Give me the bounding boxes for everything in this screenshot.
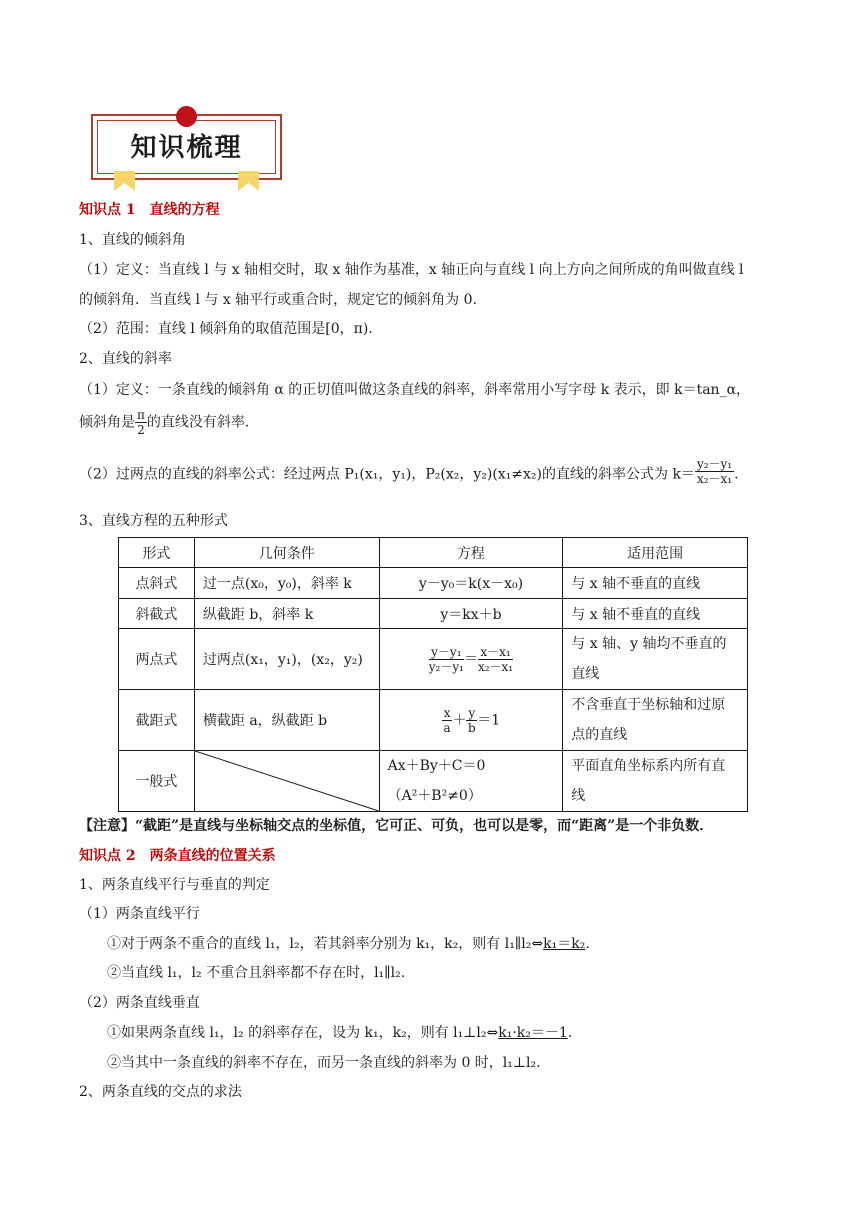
- text-segment: ①对于两条不重合的直线 l₁，l₂，若其斜率分别为 k₁，k₂，则有 l₁∥l₂⇔: [107, 936, 544, 952]
- table-header-cell: 几何条件: [194, 538, 379, 568]
- fraction-numerator: y: [468, 705, 476, 720]
- fraction-numerator: π: [137, 408, 145, 422]
- form-condition-empty: [194, 751, 379, 812]
- form-name: 斜截式: [119, 599, 195, 629]
- form-range: 与 x 轴不垂直的直线: [563, 599, 748, 629]
- rule-parallel-1: [107, 933, 590, 953]
- badge-title: 知识梳理: [130, 133, 243, 163]
- table-row: [119, 599, 748, 629]
- diagonal-slash: [195, 751, 379, 811]
- sub-perpendicular: （2）两条直线垂直: [79, 995, 200, 1011]
- rule-perpendicular-1: [107, 1022, 572, 1042]
- equation-line: Ax＋By＋C＝0: [387, 758, 486, 774]
- fraction-denominator: 2: [137, 423, 145, 437]
- form-name: 点斜式: [119, 568, 195, 599]
- fraction-numerator: x: [443, 705, 451, 720]
- badge-pin-icon: [176, 106, 197, 127]
- heading-parallel-perpendicular: 1、两条直线平行与垂直的判定: [79, 877, 270, 893]
- fraction-denominator: a: [443, 720, 451, 735]
- text-segment: 倾斜角是: [79, 414, 135, 431]
- text-segment: .: [585, 936, 590, 952]
- table-row: [119, 568, 748, 599]
- para-slope-def-2: [79, 408, 259, 437]
- rule-parallel-2: ②当直线 l₁，l₂ 不重合且斜率都不存在时，l₁∥l₂.: [107, 965, 406, 981]
- range-line: 平面直角坐标系内所有直: [571, 758, 726, 774]
- form-name: 截距式: [119, 690, 195, 751]
- para-inclination-def-2: 的倾斜角．当直线 l 与 x 轴平行或重合时，规定它的倾斜角为 0.: [79, 292, 477, 308]
- fraction-x-over-a: [442, 706, 453, 735]
- form-condition: 过一点(x₀，y₀)，斜率 k: [194, 568, 379, 599]
- fraction-y-over-b: [466, 706, 477, 735]
- table-row: [119, 751, 748, 812]
- fraction-denominator: b: [468, 720, 476, 735]
- text-segment: （2）过两点的直线的斜率公式：经过两点 P₁(x₁，y₁)，P₂(x₂，y₂)(x₁≠x₂)的直线的斜率公式为 k＝: [79, 466, 695, 483]
- fraction-numerator: y₂－y₁: [696, 457, 733, 471]
- section-1-title: 知识点 1 直线的方程: [79, 202, 220, 218]
- form-range: [563, 629, 748, 690]
- form-equation: [379, 690, 563, 751]
- equals-sign: ＝: [463, 651, 478, 667]
- equation-line: （A²＋B²≠0）: [387, 788, 482, 804]
- para-slope-def-1: （1）定义：一条直线的倾斜角 α 的正切值叫做这条直线的斜率，斜率常用小写字母 k 表示，即 k＝tan_α，: [79, 382, 751, 398]
- fraction-slope: [695, 457, 734, 486]
- underlined-answer: k₁＝k₂: [543, 936, 586, 952]
- form-condition: 横截距 a，纵截距 b: [194, 690, 379, 751]
- form-name: 一般式: [119, 751, 195, 812]
- section-2-title: 知识点 2 两条直线的位置关系: [79, 848, 276, 864]
- equals-one: ＝1: [477, 712, 501, 728]
- form-range: [563, 690, 748, 751]
- rule-perpendicular-2: ②当其中一条直线的斜率不存在，而另一条直线的斜率为 0 时，l₁⊥l₂.: [107, 1055, 541, 1071]
- fraction-denominator: y₂－y₁: [428, 659, 464, 674]
- fraction-left: [429, 645, 464, 674]
- fraction-pi-over-2: [135, 408, 147, 437]
- note-intercept: 【注意】“截距”是直线与坐标轴交点的坐标值，它可正、可负，也可以是零，而“距离”是一个非负数．: [79, 818, 714, 834]
- table-header-cell: 方程: [379, 538, 563, 568]
- ribbon-left-icon: [114, 171, 135, 191]
- fraction-denominator: x₂－x₁: [696, 472, 733, 486]
- table-header-cell: 适用范围: [563, 538, 748, 568]
- form-equation: [379, 751, 563, 812]
- form-equation: y＝kx＋b: [379, 599, 563, 629]
- fraction-denominator: x₂－x₁: [477, 659, 514, 674]
- form-condition: 纵截距 b，斜率 k: [194, 599, 379, 629]
- table-row: [119, 629, 748, 690]
- range-line: 与 x 轴、y 轴均不垂直的: [571, 636, 727, 652]
- text-segment: .: [734, 466, 739, 483]
- sub-parallel: （1）两条直线平行: [79, 906, 200, 922]
- line-equation-forms-table: [118, 537, 748, 812]
- text-segment: 的直线没有斜率．: [146, 414, 259, 431]
- heading-intersection: 2、两条直线的交点的求法: [79, 1084, 242, 1100]
- form-name: 两点式: [119, 629, 195, 690]
- range-line: 点的直线: [571, 727, 628, 743]
- heading-inclination: 1、直线的倾斜角: [79, 232, 186, 248]
- ribbon-right-icon: [238, 171, 259, 191]
- form-range: 与 x 轴不垂直的直线: [563, 568, 748, 599]
- para-inclination-def-1: （1）定义：当直线 l 与 x 轴相交时，取 x 轴作为基准，x 轴正向与直线 l 向上方向之间所成的角叫做直线 l: [79, 262, 744, 278]
- text-segment: .: [567, 1025, 573, 1041]
- fraction-numerator: y－y₁: [429, 645, 464, 660]
- heading-five-forms: 3、直线方程的五种形式: [79, 513, 228, 529]
- range-line: 线: [571, 788, 586, 804]
- table-row: [119, 690, 748, 751]
- range-line: 直线: [571, 666, 600, 682]
- table-header-cell: 形式: [119, 538, 195, 568]
- plus-sign: ＋: [452, 712, 467, 728]
- form-equation: [379, 629, 563, 690]
- heading-slope: 2、直线的斜率: [79, 351, 172, 367]
- text-segment: ①如果两条直线 l₁，l₂ 的斜率存在，设为 k₁，k₂，则有 l₁⊥l₂⇔: [107, 1025, 499, 1041]
- form-equation: y－y₀＝k(x－x₀): [379, 568, 563, 599]
- fraction-numerator: x－x₁: [478, 645, 513, 660]
- form-range: [563, 751, 748, 812]
- underlined-answer: k₁·k₂＝－1: [498, 1025, 568, 1041]
- table-header-row: [119, 538, 748, 568]
- range-line: 不含垂直于坐标轴和过原: [571, 697, 726, 713]
- para-slope-formula: [79, 457, 739, 486]
- form-condition: 过两点(x₁，y₁)，(x₂，y₂): [194, 629, 379, 690]
- fraction-right: [478, 645, 513, 674]
- para-inclination-range: （2）范围：直线 l 倾斜角的取值范围是[0，π).: [79, 321, 373, 337]
